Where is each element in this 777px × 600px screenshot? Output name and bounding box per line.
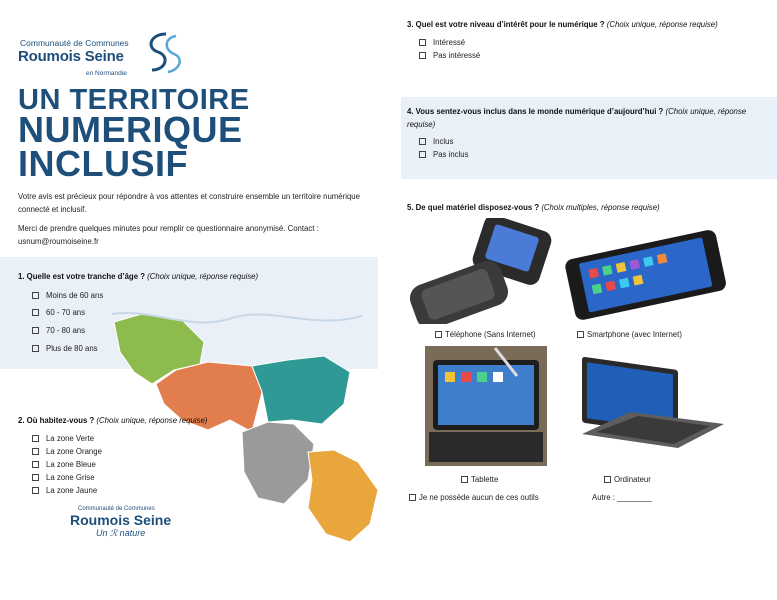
checkbox[interactable] (409, 494, 416, 501)
logo-region: en Normandie (86, 70, 127, 77)
q2-option-4[interactable] (32, 473, 95, 482)
tablet-image (425, 346, 547, 466)
checkbox[interactable] (577, 331, 584, 338)
q3-option-2-label: Pas intéressé (433, 51, 481, 60)
q3-option-1-label: Intéressé (433, 38, 466, 47)
q3-option-1[interactable] (419, 38, 465, 47)
device-option-feature-phone-label: Téléphone (Sans Internet) (445, 330, 536, 339)
q4-option-2[interactable] (419, 150, 469, 159)
logo-header (18, 38, 218, 88)
device-option-computer-label: Ordinateur (614, 475, 651, 484)
question-1-title (18, 272, 258, 281)
intro-paragraph-2: Merci de prendre quelques minutes pour remplir ce questionnaire anonymisé. Contact : usnum@roumoiseine.fr (18, 224, 319, 246)
checkbox[interactable] (435, 331, 442, 338)
title-line-2: NUMERIQUE (18, 109, 243, 150)
question-5-hint: (Choix multiples, réponse requise) (541, 203, 660, 212)
zone-blue-area (252, 356, 350, 424)
question-5-label: 5. De quel matériel disposez-vous ? (407, 203, 540, 212)
footer-logo-org: Communauté de Communes (78, 506, 155, 512)
logo-footer (70, 506, 180, 540)
checkbox[interactable] (419, 39, 426, 46)
device-option-feature-phone[interactable] (435, 330, 536, 339)
device-option-smartphone-label: Smartphone (avec Internet) (587, 330, 682, 339)
logo-swirl-icon (136, 30, 196, 76)
q2-option-3[interactable] (32, 460, 96, 469)
checkbox[interactable] (32, 327, 39, 334)
question-4-title (407, 105, 767, 131)
checkbox[interactable] (419, 138, 426, 145)
checkbox[interactable] (32, 309, 39, 316)
logo-org: Communauté de Communes (20, 38, 129, 48)
option-no-device[interactable] (409, 493, 539, 502)
device-option-tablet-label: Tablette (471, 475, 499, 484)
q1-option-2-label: 60 - 70 ans (46, 308, 86, 317)
intro-paragraph-1: Votre avis est précieux pour répondre à vos attentes et construire ensemble un territoire numérique connecté et inclusif. (18, 192, 360, 214)
q2-option-2[interactable] (32, 447, 102, 456)
checkbox[interactable] (32, 435, 39, 442)
other-device-field[interactable] (592, 493, 652, 502)
question-2-title (18, 416, 207, 425)
question-2-label: 2. Où habitez-vous ? (18, 416, 95, 425)
question-4-hint: (Choix unique, réponse requise) (407, 107, 747, 129)
q1-option-3-label: 70 - 80 ans (46, 326, 86, 335)
zone-yellow-area (308, 450, 378, 542)
question-1-hint: (Choix unique, réponse requise) (147, 272, 259, 281)
question-3-title (407, 20, 718, 29)
checkbox[interactable] (32, 345, 39, 352)
question-4-label: 4. Vous sentez-vous inclus dans le monde numérique d’aujourd’hui ? (407, 107, 664, 116)
title-line-1: UN TERRITOIRE (18, 84, 250, 116)
checkbox[interactable] (604, 476, 611, 483)
q2-option-2-label: La zone Orange (46, 447, 102, 456)
checkbox[interactable] (419, 52, 426, 59)
smartphone-image (560, 222, 730, 322)
q1-option-3[interactable] (32, 326, 85, 335)
question-1-label: 1. Quelle est votre tranche d’âge ? (18, 272, 145, 281)
q2-option-5[interactable] (32, 486, 97, 495)
q2-option-1[interactable] (32, 434, 94, 443)
checkbox[interactable] (32, 474, 39, 481)
q4-option-2-label: Pas inclus (433, 150, 469, 159)
q1-option-4[interactable] (32, 344, 98, 353)
q2-option-5-label: La zone Jaune (46, 486, 98, 495)
question-5-title (407, 203, 660, 212)
q1-option-4-label: Plus de 80 ans (46, 344, 98, 353)
q1-option-2[interactable] (32, 308, 85, 317)
footer-logo-name: Roumois Seine (70, 512, 172, 528)
q4-option-1[interactable] (419, 137, 453, 146)
checkbox[interactable] (32, 487, 39, 494)
q2-option-3-label: La zone Bleue (46, 460, 96, 469)
device-option-tablet[interactable] (461, 475, 498, 484)
q1-option-1[interactable] (32, 291, 103, 300)
checkbox[interactable] (419, 151, 426, 158)
q1-option-1-label: Moins de 60 ans (46, 291, 104, 300)
question-3-label: 3. Quel est votre niveau d’intérêt pour le numérique ? (407, 20, 605, 29)
q2-option-4-label: La zone Grise (46, 473, 95, 482)
device-option-computer[interactable] (604, 475, 651, 484)
laptop-image (578, 352, 728, 462)
device-option-smartphone[interactable] (577, 330, 682, 339)
q2-option-1-label: La zone Verte (46, 434, 95, 443)
other-device-label: Autre : ________ (592, 493, 652, 502)
flip-phone-image (405, 218, 555, 324)
checkbox[interactable] (32, 292, 39, 299)
zone-grey-area (242, 422, 314, 504)
option-no-device-label: Je ne possède aucun de ces outils (419, 493, 539, 502)
checkbox[interactable] (32, 448, 39, 455)
checkbox[interactable] (461, 476, 468, 483)
q3-option-2[interactable] (419, 51, 480, 60)
footer-logo-tagline: Un ℛ nature (96, 528, 146, 538)
title-line-3: INCLUSIF (18, 143, 188, 184)
question-3-hint: (Choix unique, réponse requise) (606, 20, 718, 29)
q4-option-1-label: Inclus (433, 137, 454, 146)
checkbox[interactable] (32, 461, 39, 468)
question-2-hint: (Choix unique, réponse requise) (96, 416, 208, 425)
logo-name: Roumois Seine (18, 48, 124, 65)
